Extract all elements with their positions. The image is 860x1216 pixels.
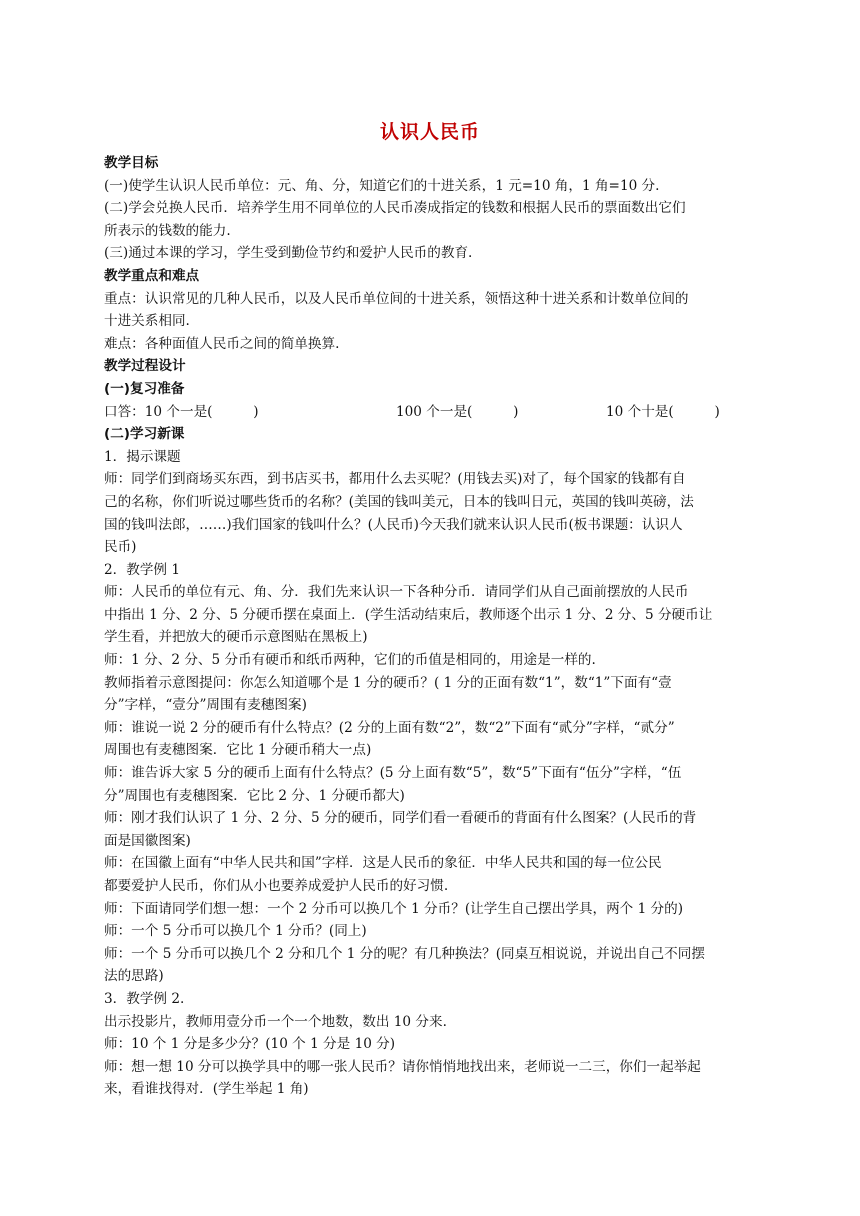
goal-2-line-1: (二)学会兑换人民币．培养学生用不同单位的人民币凑成指定的钱数和根据人民币的票面数出它们 — [104, 200, 686, 217]
paragraph-10: 师：一个 5 分币可以换几个 1 分币？(同上) — [104, 923, 367, 940]
paragraph-6-line-1: 师：谁告诉大家 5 分的硬币上面有什么特点？(5 分上面有数“5”，数“5”下面有“伍分”字样，“伍 — [104, 765, 682, 782]
subsection-heading-review: (一)复习准备 — [104, 380, 185, 397]
paragraph-1-line-2: 己的名称，你们听说过哪些货币的名称？(美国的钱叫美元，日本的钱叫日元，英国的钱叫英磅，法 — [104, 493, 694, 510]
paragraph-11-line-2: 法的思路) — [104, 968, 164, 985]
paragraph-7-line-2: 面是国徽图案) — [104, 832, 191, 849]
subsection-heading-new: (二)学习新课 — [104, 426, 185, 443]
paragraph-13: 师：10 个 1 分是多少分？(10 个 1 分是 10 分) — [104, 1036, 396, 1053]
paragraph-9: 师：下面请同学们想一想：一个 2 分币可以换几个 1 分币？(让学生自己摆出学具，两个 1 分的) — [104, 900, 684, 917]
section-heading-focus: 教学重点和难点 — [104, 267, 200, 284]
oral-answer-line — [104, 401, 759, 424]
paragraph-2-line-1: 师：人民币的单位有元、角、分．我们先来认识一下各种分币．请同学们从自己面前摆放的人民币 — [104, 584, 689, 601]
paragraph-4-line-1: 教师指着示意图提问：你怎么知道哪个是 1 分的硬币？( 1 分的正面有数“1”，数“1”下面有“壹 — [104, 674, 672, 691]
paragraph-3: 师：1 分、2 分、5 分币有硬币和纸币两种，它们的币值是相同的，用途是一样的. — [104, 652, 596, 669]
paragraph-8-line-2: 都要爱护人民币，你们从小也要养成爱护人民币的好习惯. — [104, 878, 449, 894]
section-heading-goals: 教学目标 — [104, 155, 159, 171]
paragraph-8-line-1: 师：在国徽上面有“中华人民共和国”字样．这是人民币的象征．中华人民共和国的每一位公民 — [104, 855, 662, 872]
paragraph-1-line-4: 民币) — [104, 539, 137, 556]
paragraph-2-line-2: 中指出 1 分、2 分、5 分硬币摆在桌面上．(学生活动结束后，教师逐个出示 1 分、2 分、5 分硬币让 — [104, 606, 713, 623]
paragraph-5-line-2: 周围也有麦穗图案．它比 1 分硬币稍大一点) — [104, 742, 372, 759]
focus-2: 难点：各种面值人民币之间的简单换算. — [104, 335, 340, 352]
paragraph-1-line-3: 国的钱叫法郎，……)我们国家的钱叫什么？(人民币)今天我们就来认识人民币(板书课题：认识人 — [104, 516, 683, 533]
goal-1: (一)使学生认识人民币单位：元、角、分，知道它们的十进关系，1 元=10 角，1 角=10 分. — [104, 177, 660, 194]
focus-1-line-1: 重点：认识常见的几种人民币，以及人民币单位间的十进关系，领悟这种十进关系和计数单位间的 — [104, 290, 689, 307]
step-2-heading: 2．教学例 1 — [104, 561, 180, 578]
paragraph-7-line-1: 师：刚才我们认识了 1 分、2 分、5 分的硬币，同学们看一看硬币的背面有什么图案？(人民币的背 — [104, 810, 697, 827]
document-title: 认识人民币 — [379, 121, 480, 143]
oral-question-3: 10 个十是( ) — [606, 403, 720, 420]
step-3-heading: 3．教学例 2. — [104, 990, 185, 1007]
paragraph-6-line-2: 分”周围也有麦穗图案．它比 2 分、1 分硬币都大) — [104, 787, 405, 804]
paragraph-1-line-1: 师：同学们到商场买东西，到书店买书，都用什么去买呢？(用钱去买)对了，每个国家的钱都有自 — [104, 471, 686, 488]
paragraph-4-line-2: 分”字样，“壹分”周围有麦穗图案) — [104, 697, 307, 714]
paragraph-2-line-3: 学生看，并把放大的硬币示意图贴在黑板上) — [104, 629, 368, 646]
section-heading-process: 教学过程设计 — [104, 358, 186, 375]
paragraph-14-line-1: 师：想一想 10 分可以换学具中的哪一张人民币？请你悄悄地找出来，老师说一二三，你们一起举起 — [104, 1058, 701, 1075]
step-1-heading: 1．揭示课题 — [104, 448, 181, 465]
paragraph-12: 出示投影片，教师用壹分币一个一个地数，数出 10 分来. — [104, 1013, 447, 1030]
oral-question-2: 100 个一是( ) — [396, 403, 519, 420]
paragraph-14-line-2: 来，看谁找得对．(学生举起 1 角) — [104, 1081, 309, 1098]
document-body — [104, 152, 759, 1101]
paragraph-11-line-1: 师：一个 5 分币可以换几个 2 分和几个 1 分的呢？有几种换法？(同桌互相说说，并说出自己不同摆 — [104, 945, 705, 962]
paragraph-5-line-1: 师：谁说一说 2 分的硬币有什么特点？(2 分的上面有数“2”，数“2”下面有“贰分”字样，“贰分” — [104, 719, 675, 736]
focus-1-line-2: 十进关系相同. — [104, 313, 190, 330]
goal-3: (三)通过本课的学习，学生受到勤俭节约和爱护人民币的教育. — [104, 245, 473, 262]
oral-question-1: 口答：10 个一是( ) — [104, 403, 259, 420]
goal-2-line-2: 所表示的钱数的能力. — [104, 222, 231, 239]
